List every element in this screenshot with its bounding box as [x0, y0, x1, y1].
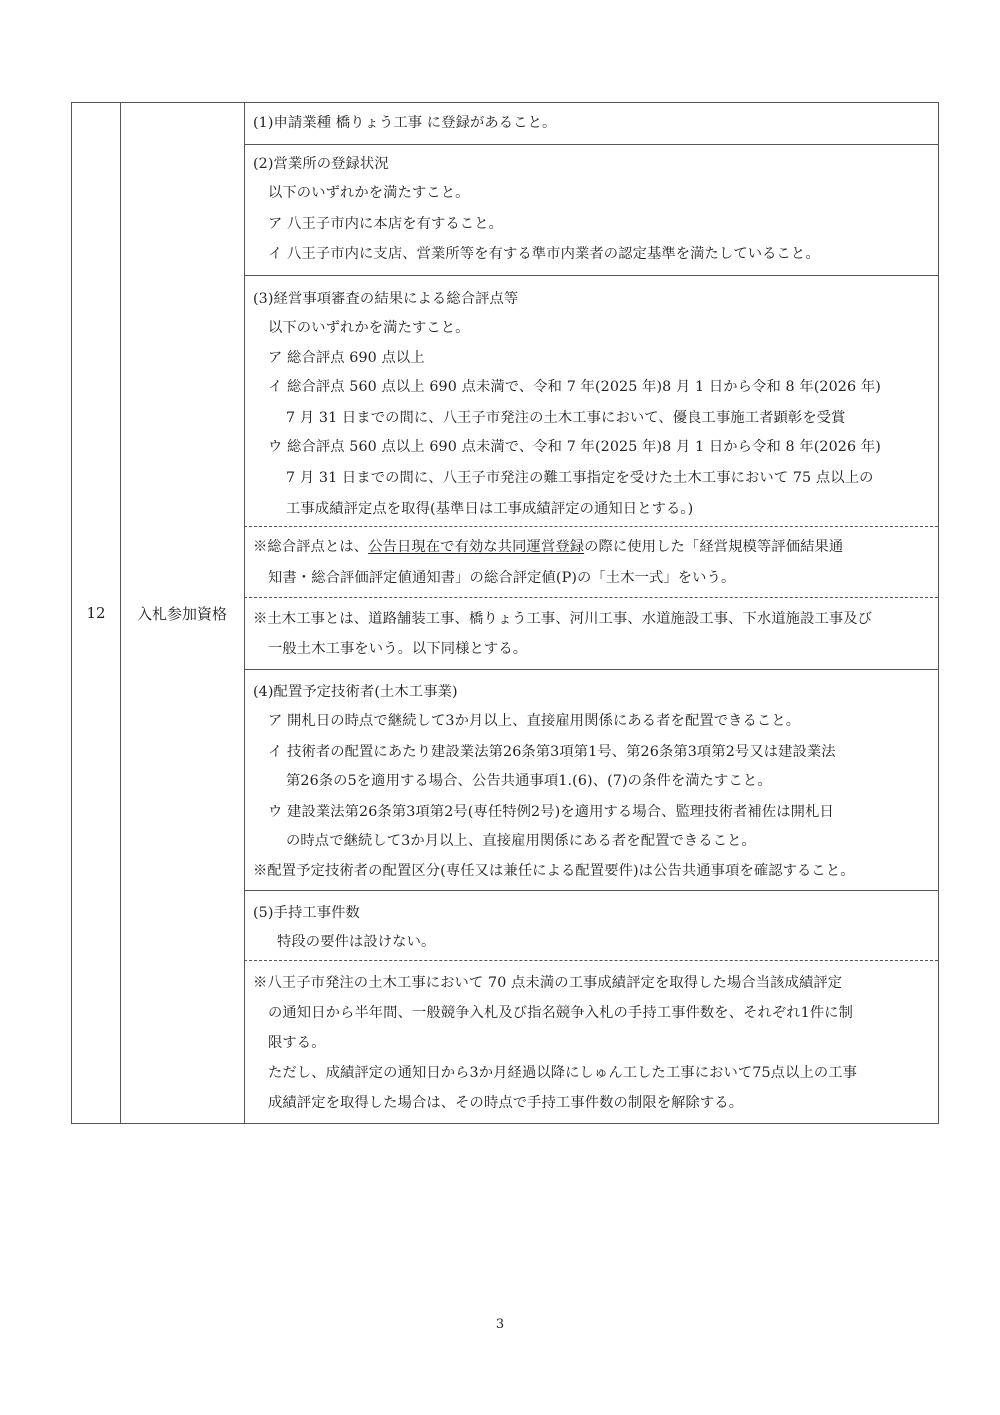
note-line: 一般土木工事をいう。以下同様とする。 — [268, 641, 528, 657]
section-business-evaluation — [244, 275, 938, 526]
section-line: 特段の要件は設けない。 — [277, 934, 436, 950]
section-assigned-engineer — [244, 669, 938, 890]
note-line: ※八王子市発注の土木工事において 70 点未満の工事成績評定を取得した場合当該成績評定 — [253, 975, 843, 991]
section-line: 第26条の5を適用する場合、公告共通事項1.(6)、(7)の条件を満たすこと。 — [286, 773, 772, 789]
section-line: ウ 建設業法第26条第3項第2号(専任特例2号)を適用する場合、監理技術者補佐は開札日 — [268, 804, 834, 820]
section-line: 工事成績評定点を取得(基準日は工事成績評定の通知日とする。) — [286, 501, 694, 517]
section-line: ア 開札日の時点で継続して3か月以上、直接雇用関係にある者を配置できること。 — [268, 713, 801, 729]
note-line: 知書・総合評価評定値通知書」の総合評定値(P)の「土木一式」をいう。 — [268, 570, 736, 586]
note-total-score — [244, 526, 938, 597]
section-line: (1)申請業種 橋りょう工事 に登録があること。 — [253, 115, 557, 131]
section-office-registration — [244, 144, 938, 275]
section-heading: (3)経営事項審査の結果による総合評点等 — [253, 291, 519, 307]
note-text: の際に使用した「経営規模等評価結果通 — [584, 539, 844, 555]
section-heading: (4)配置予定技術者(土木工事業) — [253, 684, 458, 700]
page-number: 3 — [495, 1317, 505, 1332]
section-ongoing-works — [244, 890, 938, 960]
section-line: ※配置予定技術者の配置区分(専任又は兼任による配置要件)は公告共通事項を確認すること。 — [253, 863, 855, 879]
section-line: 7 月 31 日までの間に、八王子市発注の土木工事において、優良工事施工者顕彰を受賞 — [286, 410, 846, 426]
note-line: ただし、成績評定の通知日から3か月経過以降にしゅん工した工事において75点以上の工事 — [268, 1065, 858, 1081]
section-heading: (5)手持工事件数 — [253, 905, 360, 921]
note-line: の通知日から半年間、一般競争入札及び指名競争入札の手持工事件数を、それぞれ1件に制 — [268, 1005, 854, 1021]
section-line: ア 総合評点 690 点以上 — [268, 350, 425, 366]
section-line: の時点で継続して3か月以上、直接雇用関係にある者を配置できること。 — [286, 833, 756, 849]
note-civil-works — [244, 597, 938, 669]
section-line: ウ 総合評点 560 点以上 690 点未満で、令和 7 年(2025 年)8 月 1 日から令和 8 年(2026 年) — [268, 439, 881, 455]
note-line: ※土木工事とは、道路舗装工事、橋りょう工事、河川工事、水道施設工事、下水道施設工事及び — [253, 611, 873, 627]
section-line: ア 八王子市内に本店を有すること。 — [268, 216, 503, 232]
note-line — [253, 537, 843, 557]
section-line: イ 八王子市内に支店、営業所等を有する準市内業者の認定基準を満たしていること。 — [268, 246, 820, 262]
item-number: 12 — [86, 604, 106, 622]
section-heading: (2)営業所の登録状況 — [253, 156, 389, 172]
underlined-term: 公告日現在で有効な共同運営登録 — [368, 539, 585, 555]
note-ongoing-works-limit — [244, 960, 938, 1123]
item-title: 入札参加資格 — [136, 604, 227, 623]
section-line: 7 月 31 日までの間に、八王子市発注の難工事指定を受けた土木工事において 75 点以上の — [286, 470, 874, 486]
note-text: ※総合評点とは、 — [253, 539, 369, 555]
note-line: 成績評定を取得した場合は、その時点で手持工事件数の制限を解除する。 — [268, 1095, 744, 1111]
section-line: イ 技術者の配置にあたり建設業法第26条第3項第1号、第26条第3項第2号又は建設業法 — [268, 744, 836, 760]
section-application-category — [244, 103, 938, 144]
section-line: 以下のいずれかを満たすこと。 — [268, 185, 470, 201]
section-line: 以下のいずれかを満たすこと。 — [268, 320, 470, 336]
note-line: 限する。 — [268, 1035, 326, 1051]
qualification-table — [71, 102, 939, 1124]
section-line: イ 総合評点 560 点以上 690 点未満で、令和 7 年(2025 年)8 月 1 日から令和 8 年(2026 年) — [268, 379, 881, 395]
